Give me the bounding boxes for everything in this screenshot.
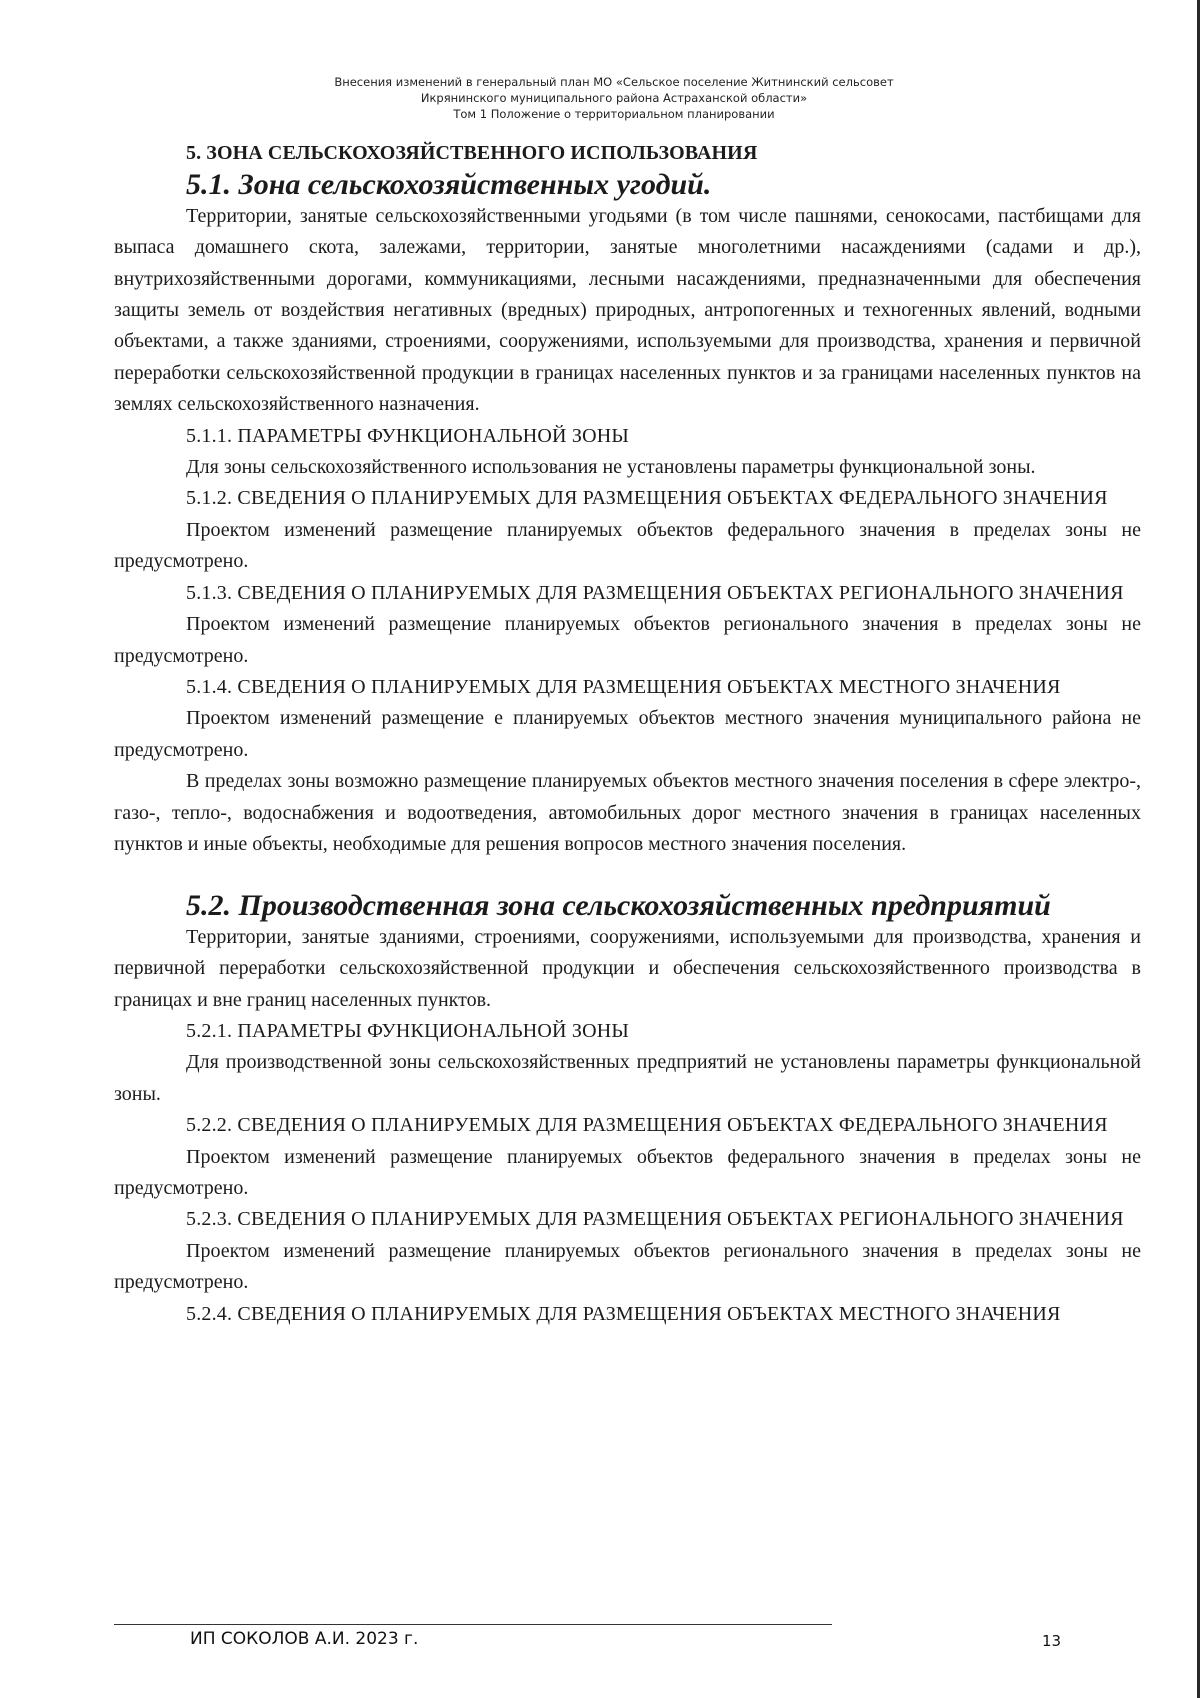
running-header [114,74,1114,122]
heading-5-2-3: 5.2.3. СВЕДЕНИЯ О ПЛАНИРУЕМЫХ ДЛЯ РАЗМЕЩЕНИЯ ОБЪЕКТАХ РЕГИОНАЛЬНОГО ЗНАЧЕНИЯ [186,1208,1124,1231]
paragraph-5-2-1: Для производственной зоны сельскохозяйственных предприятий не установлены параметры функциональной зоны. [114,1051,1141,1105]
paragraph-5-1-3: Проектом изменений размещение планируемых объектов регионального значения в пределах зоны не предусмотрено. [114,613,1141,667]
header-line-3: Том 1 Положение о территориальном планировании [453,107,775,121]
heading-5-2-4: 5.2.4. СВЕДЕНИЯ О ПЛАНИРУЕМЫХ ДЛЯ РАЗМЕЩЕНИЯ ОБЪЕКТАХ МЕСТНОГО ЗНАЧЕНИЯ [186,1302,1061,1325]
heading-5-1-1: 5.1.1. ПАРАМЕТРЫ ФУНКЦИОНАЛЬНОЙ ЗОНЫ [186,424,630,447]
paragraph-5-2-3: Проектом изменений размещение планируемых объектов регионального значения в пределах зоны не предусмотрено. [114,1239,1141,1294]
heading-5-2-2: 5.2.2. СВЕДЕНИЯ О ПЛАНИРУЕМЫХ ДЛЯ РАЗМЕЩЕНИЯ ОБЪЕКТАХ ФЕДЕРАЛЬНОГО ЗНАЧЕНИЯ [186,1114,1108,1137]
subsection-title-5-1: 5.1. Зона сельскохозяйственных угодий. [186,168,712,202]
paragraph-5-2-intro: Территории, занятые зданиями, строениями, сооружениями, используемыми для производства, хранения и первичной переработки сельскохозяйственной продукции и обеспечения сельскохозяйственного производства в границах и вне границ населенных пунктов. [114,925,1141,1011]
document-body [114,138,1141,1330]
paragraph-5-1-2: Проектом изменений размещение планируемых объектов федерального значения в пределах зоны не предусмотрено. [114,518,1141,573]
paragraph-5-1-1: Для зоны сельскохозяйственного использования не установлены параметры функциональной зоны. [186,456,1036,479]
section-title: 5. ЗОНА СЕЛЬСКОХОЗЯЙСТВЕННОГО ИСПОЛЬЗОВАНИЯ [186,142,758,164]
footer-divider [114,1624,832,1625]
heading-5-1-2: 5.1.2. СВЕДЕНИЯ О ПЛАНИРУЕМЫХ ДЛЯ РАЗМЕЩЕНИЯ ОБЪЕКТАХ ФЕДЕРАЛЬНОГО ЗНАЧЕНИЯ [186,487,1108,510]
paragraph-5-1-intro: Территории, занятые сельскохозяйственными угодьями (в том числе пашнями, сенокосами, пастбищами для выпаса домашнего скота, залежами, территории, занятые многолетними насаждениями (садами и др.), внутрихозяйственными дорогами, коммуникациями, лесными насаждениями, предназначенными для обеспечения защиты земель от воздействия негативных (вредных) природных, антропогенных и техногенных явлений, водными объектами, а также зданиями, строениями, сооружениями, используемыми для производства, хранения и первичной переработки сельскохозяйственной продукции в границах населенных пунктов и за границами населенных пунктов на землях сельскохозяйственного назначения. [114,204,1141,416]
paragraph-5-1-4: Проектом изменений размещение е планируемых объектов местного значения муниципального района не предусмотрено. [114,707,1141,761]
footer-author: ИП СОКОЛОВ А.И. 2023 г. [190,1629,419,1649]
heading-5-1-3: 5.1.3. СВЕДЕНИЯ О ПЛАНИРУЕМЫХ ДЛЯ РАЗМЕЩЕНИЯ ОБЪЕКТАХ РЕГИОНАЛЬНОГО ЗНАЧЕНИЯ [186,581,1124,604]
header-line-2: Икрянинского муниципального района Астраханской области» [420,91,808,105]
paragraph-5-1-5: В пределах зоны возможно размещение планируемых объектов местного значения поселения в сфере электро-, газо-, тепло-, водоснабжения и водоотведения, автомобильных дорог местного значения в границах населенных пунктов и иные объекты, необходимые для решения вопросов местного значения поселения. [114,770,1141,855]
section-spacer [114,860,1141,890]
header-line-1: Внесения изменений в генеральный план МО «Сельское поселение Житнинский сельсовет [334,75,894,89]
subsection-title-5-2: 5.2. Производственная зона сельскохозяйственных предприятий [186,889,1051,923]
page-number: 13 [1042,1632,1062,1650]
heading-5-2-1: 5.2.1. ПАРАМЕТРЫ ФУНКЦИОНАЛЬНОЙ ЗОНЫ [186,1019,630,1042]
heading-5-1-4: 5.1.4. СВЕДЕНИЯ О ПЛАНИРУЕМЫХ ДЛЯ РАЗМЕЩЕНИЯ ОБЪЕКТАХ МЕСТНОГО ЗНАЧЕНИЯ [186,675,1061,698]
paragraph-5-2-2: Проектом изменений размещение планируемых объектов федерального значения в пределах зоны не предусмотрено. [114,1145,1141,1199]
